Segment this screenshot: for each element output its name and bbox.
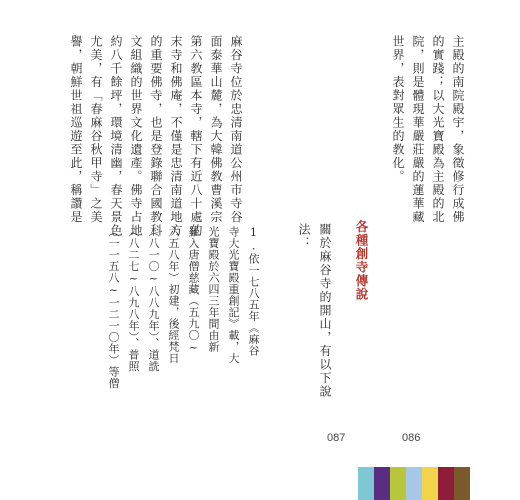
color-swatch (438, 467, 454, 500)
color-swatch (422, 467, 438, 500)
color-swatch (406, 467, 422, 500)
list-col-2: 寺大光寶殿重創記》載，大 (227, 226, 240, 364)
intro-col-1: 關於麻谷寺的開山，有以下說 (318, 223, 332, 399)
color-swatch (374, 467, 390, 500)
page-col-a3: 第六教區本寺，轄下有近八十處的 (189, 35, 203, 238)
list-col-7: （八二七~八九八年）、普照 (127, 226, 140, 372)
page-col-a7: 約八千餘坪，環境清幽，春天景色 (109, 35, 123, 238)
right-col-4: 世界，表對眾生的教化。 (391, 35, 405, 184)
page-col-a8: 尤美，有「春麻谷秋甲寺」之美 (89, 35, 103, 224)
page-col-a9: 譽，朝鮮世祖巡遊至此，稱讚是 (69, 35, 83, 224)
color-swatch (390, 467, 406, 500)
list-col-6: （八一〇~八八九年）、道詵 (147, 226, 160, 372)
intro-col-2: 法： (297, 223, 311, 250)
list-col-3: 光寶殿於六四三年間由新 (207, 226, 220, 353)
list-col-8: （一一五八~一二一〇年）等僧 (107, 226, 120, 389)
page-col-a6: 文組織的世界文化遺產。佛寺占地 (129, 35, 143, 238)
right-col-1: 主殿的南院殿宇，象徵修行成佛 (451, 35, 465, 224)
list-col-5: 六五八年）初建，後經梵日 (167, 226, 180, 364)
page-col-a2: 面泰華山麓，為大韓佛教曹溪宗 (209, 35, 223, 224)
list-col-1: 1.依一七八五年《麻谷 (247, 226, 260, 357)
list-col-4: 羅入唐僧慈藏（五九〇~ (187, 226, 200, 355)
page-col-a5: 的重要佛寺，也是登錄聯合國教科 (149, 35, 163, 238)
color-swatch (358, 467, 374, 500)
page-number-right: 086 (402, 432, 421, 444)
page-col-a1: 麻谷寺位於忠清南道公州市寺谷 (229, 35, 243, 224)
section-heading: 各種創寺傳說 (354, 220, 369, 301)
page-col-a4: 末寺和佛庵，不僅是忠清南道地方 (169, 35, 183, 238)
right-col-2: 的實踐；以大光寶殿為主殿的北 (431, 35, 445, 224)
right-col-3: 院，則是體現華嚴莊嚴的蓮華藏 (411, 35, 425, 224)
color-swatch (454, 467, 470, 500)
page-number-left: 087 (327, 432, 346, 444)
